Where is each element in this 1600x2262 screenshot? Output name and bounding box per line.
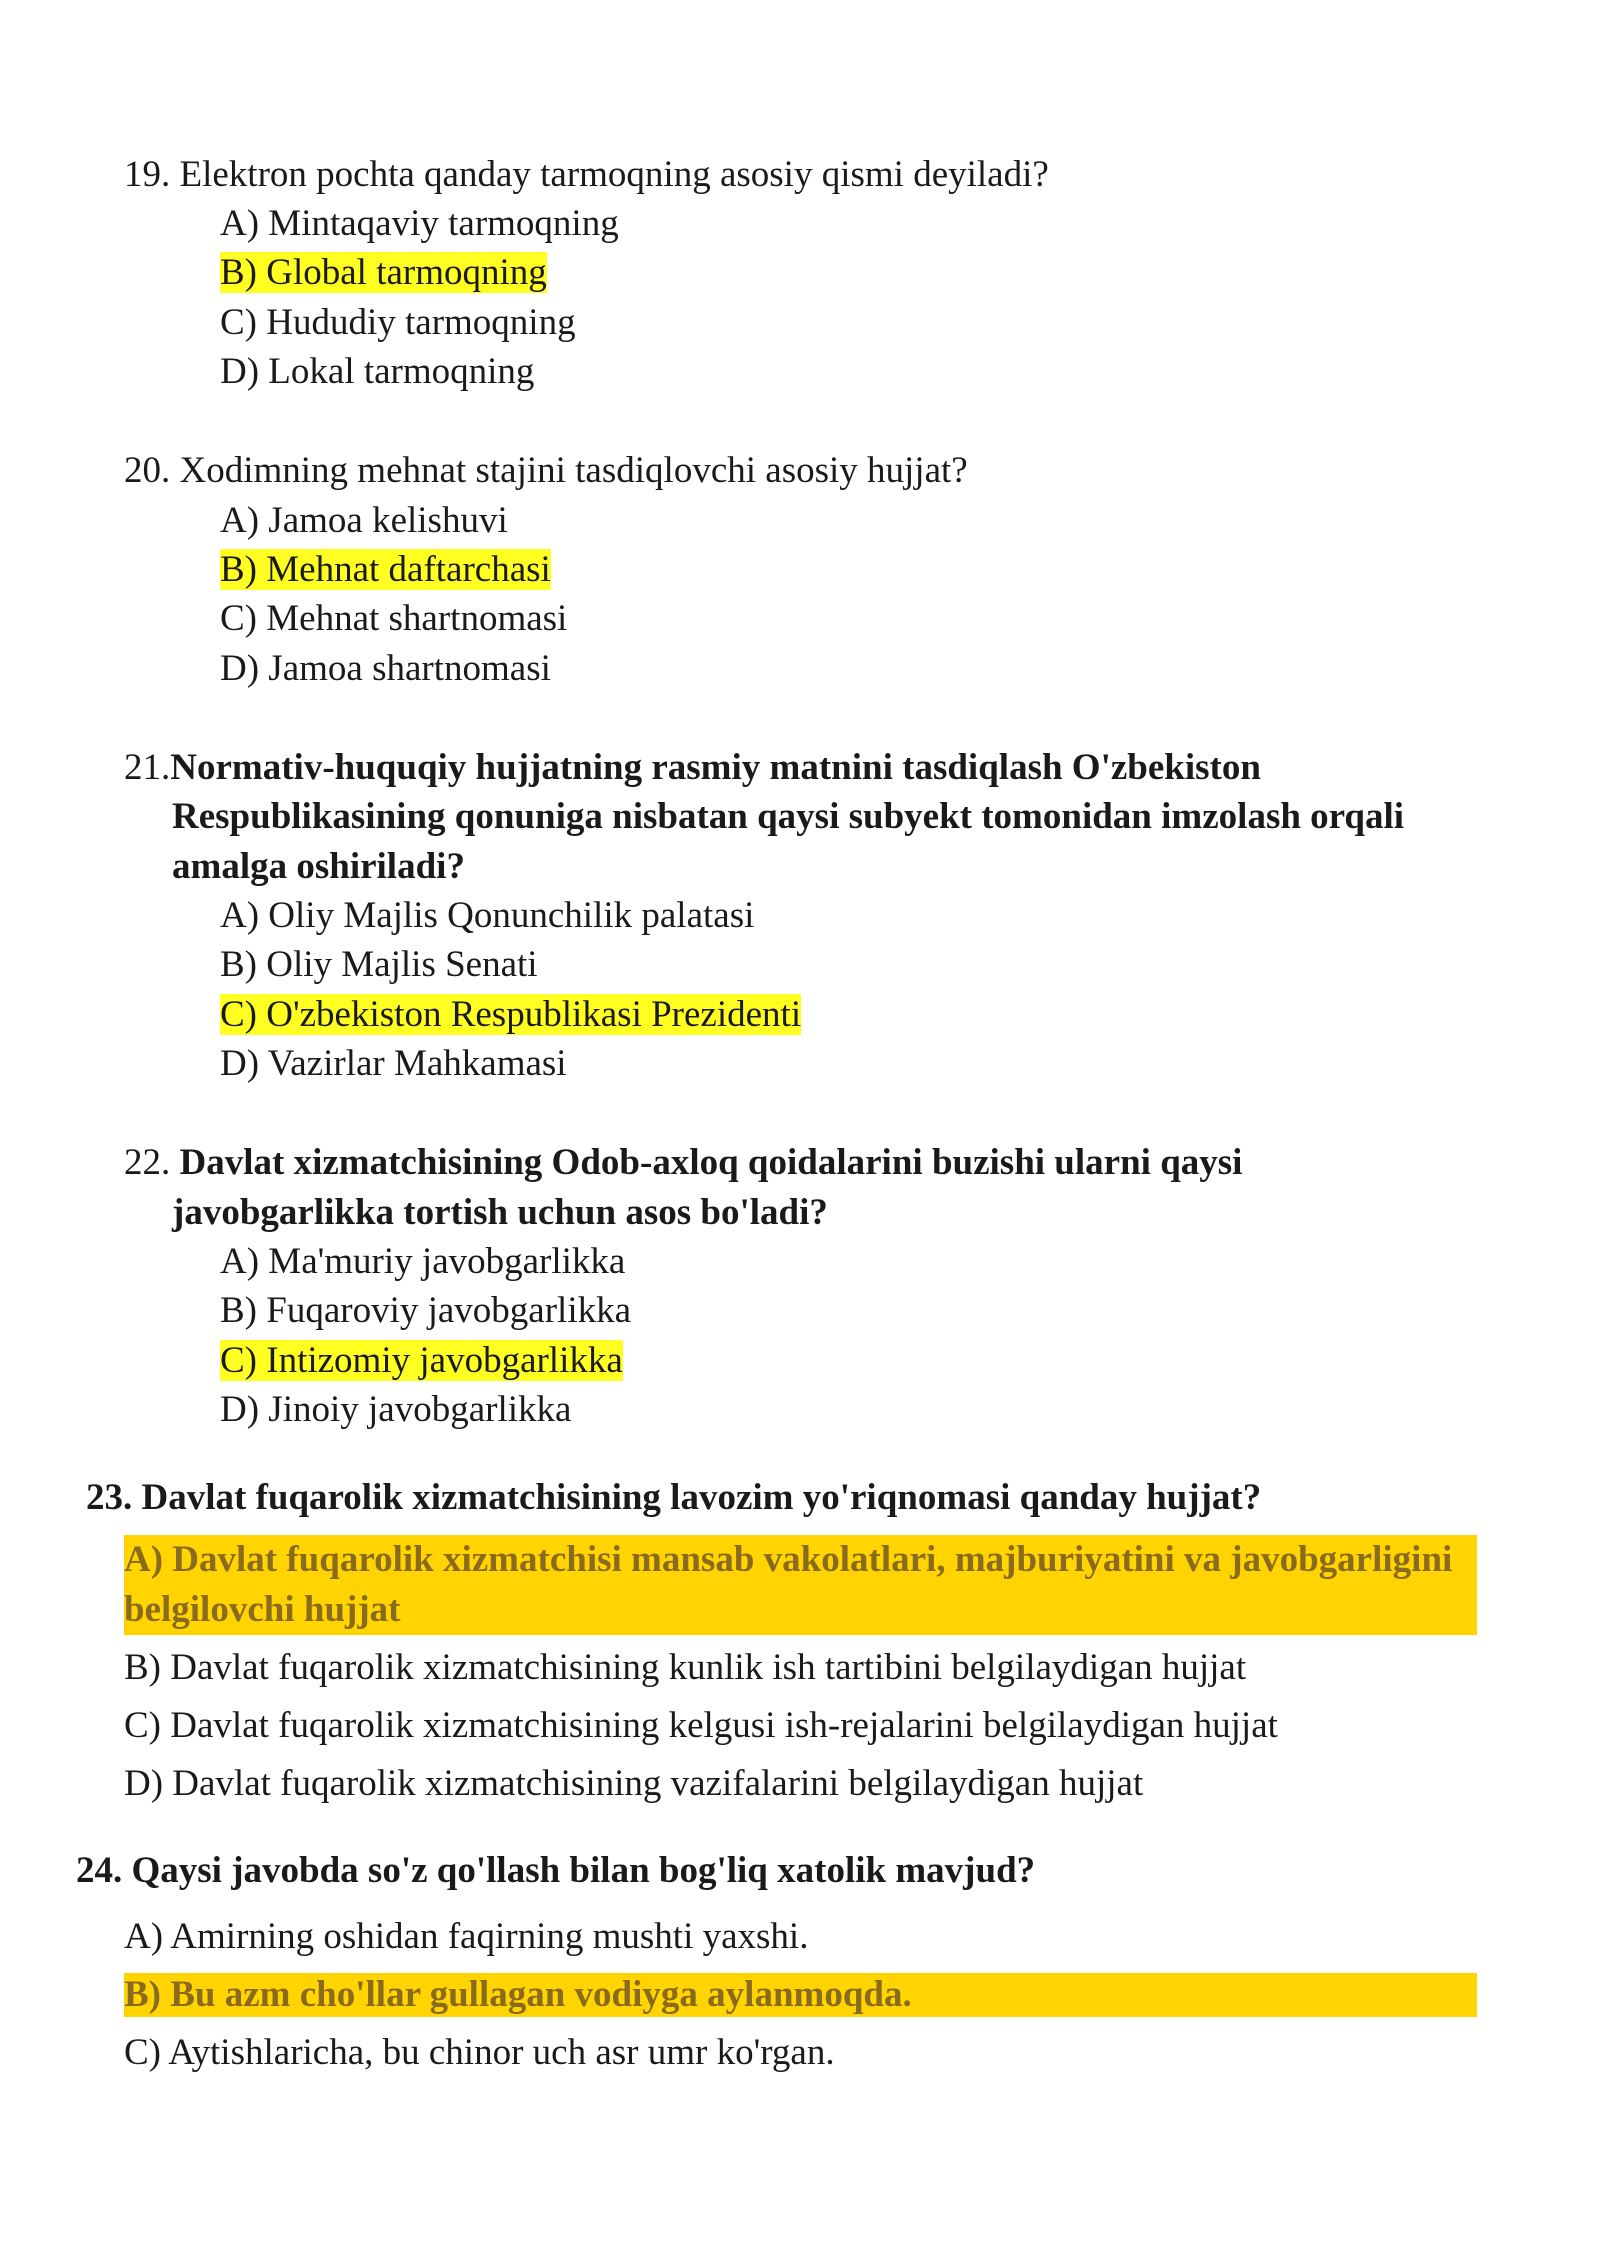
option-c: C) Mehnat shartnomasi (220, 598, 568, 639)
correct-answer: C) Intizomiy javobgarlikka (220, 1340, 623, 1381)
option-d: D) Jinoiy javobgarlikka (220, 1389, 572, 1430)
question-number: 24. (76, 1850, 123, 1891)
option-d: D) Davlat fuqarolik xizmatchisining vazifalarini belgilaydigan hujjat (124, 1763, 1144, 1804)
question-text: Davlat fuqarolik xizmatchisining lavozim yo'riqnomasi qanday hujjat? (141, 1477, 1262, 1518)
option-a: A) Amirning oshidan faqirning mushti yaxshi. (124, 1916, 809, 1957)
question-23 (86, 1473, 1261, 1523)
question-text-line: javobgarlikka tortish uchun asos bo'ladi? (172, 1192, 828, 1233)
correct-answer: B) Bu azm cho'llar gullagan vodiyga aylanmoqda. (124, 1974, 912, 2015)
question-text-line: amalga oshiriladi? (172, 846, 465, 887)
option-a: A) Jamoa kelishuvi (220, 500, 508, 541)
option-c (220, 1336, 623, 1386)
option-b: B) Oliy Majlis Senati (220, 944, 538, 985)
question-text: Normativ-huquqiy hujjatning rasmiy matnini tasdiqlash O'zbekiston (170, 747, 1261, 788)
option-a: A) Oliy Majlis Qonunchilik palatasi (220, 895, 755, 936)
question-21 (124, 743, 1261, 793)
option-d: D) Vazirlar Mahkamasi (220, 1043, 567, 1084)
option-d: D) Lokal tarmoqning (220, 351, 535, 392)
question-number: 20. (124, 450, 171, 491)
question-number: 21. (124, 747, 171, 788)
question-text-line: Respublikasining qonuniga nisbatan qaysi subyekt tomonidan imzolash orqali (172, 796, 1405, 837)
correct-answer: B) Mehnat daftarchasi (220, 549, 551, 590)
option-a: A) Ma'muriy javobgarlikka (220, 1241, 626, 1282)
question-number: 19. (124, 154, 171, 195)
option-b: B) Fuqaroviy javobgarlikka (220, 1290, 632, 1331)
option-b (220, 545, 551, 595)
correct-answer: A) Davlat fuqarolik xizmatchisi mansab vakolatlari, majburiyatini va javobgarligini (124, 1539, 1453, 1580)
option-c (220, 990, 801, 1040)
option-c: C) Davlat fuqarolik xizmatchisining kelgusi ish-rejalarini belgilaydigan hujjat (124, 1705, 1278, 1746)
option-d: D) Jamoa shartnomasi (220, 648, 551, 689)
correct-answer: B) Global tarmoqning (220, 252, 547, 293)
correct-answer-continued: belgilovchi hujjat (124, 1589, 401, 1630)
option-a: A) Mintaqaviy tarmoqning (220, 203, 619, 244)
correct-answer: C) O'zbekiston Respublikasi Prezidenti (220, 994, 802, 1035)
question-number: 23. (86, 1477, 133, 1518)
question-text: Elektron pochta qanday tarmoqning asosiy qismi deyiladi? (179, 154, 1049, 195)
question-number: 22. (124, 1142, 171, 1183)
option-b (220, 248, 547, 298)
question-19 (124, 150, 1049, 200)
question-22 (124, 1138, 1242, 1188)
option-c: C) Hududiy tarmoqning (220, 302, 576, 343)
question-text: Xodimning mehnat stajini tasdiqlovchi asosiy hujjat? (179, 450, 968, 491)
question-text: Qaysi javobda so'z qo'llash bilan bog'liq xatolik mavjud? (131, 1850, 1036, 1891)
question-24 (76, 1846, 1035, 1896)
option-b: B) Davlat fuqarolik xizmatchisining kunlik ish tartibini belgilaydigan hujjat (124, 1647, 1247, 1688)
option-c: C) Aytishlaricha, bu chinor uch asr umr ko'rgan. (124, 2032, 835, 2073)
question-20 (124, 446, 968, 496)
question-text: Davlat xizmatchisining Odob-axloq qoidalarini buzishi ularni qaysi (179, 1142, 1243, 1183)
